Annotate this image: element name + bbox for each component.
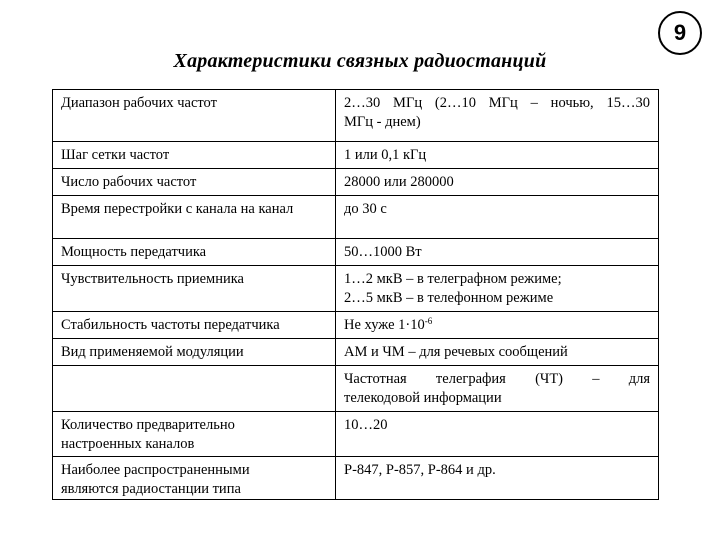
- row-value: [336, 366, 659, 412]
- table-row: [53, 312, 659, 339]
- row-label: Шаг сетки частот: [53, 142, 336, 169]
- row-value: до 30 с: [336, 196, 659, 239]
- value-line: МГц - днем): [344, 114, 421, 130]
- row-label: [53, 412, 336, 457]
- label-line: настроенных каналов: [61, 436, 195, 452]
- label-line: Наиболее распространенными: [61, 462, 250, 478]
- table-row: [53, 239, 659, 266]
- stability-exponent: -6: [424, 316, 433, 326]
- table-row: [53, 142, 659, 169]
- row-value: АМ и ЧМ – для речевых сообщений: [336, 339, 659, 366]
- value-line: 2…5 мкВ – в телефонном режиме: [344, 290, 554, 306]
- table-row: [53, 169, 659, 196]
- table-row: [53, 90, 659, 142]
- row-value: 1 или 0,1 кГц: [336, 142, 659, 169]
- row-value: [336, 312, 659, 339]
- label-line: являются радиостанции типа: [61, 481, 241, 497]
- row-label: Мощность передатчика: [53, 239, 336, 266]
- table-row: [53, 366, 659, 412]
- row-value: 10…20: [336, 412, 659, 457]
- stability-value: Не хуже 1·10: [344, 317, 425, 333]
- characteristics-table: [52, 89, 659, 500]
- row-label: Диапазон рабочих частот: [53, 90, 336, 142]
- row-label: Вид применяемой модуляции: [53, 339, 336, 366]
- row-value: 50…1000 Вт: [336, 239, 659, 266]
- row-label: [53, 366, 336, 412]
- page-number: 9: [673, 20, 687, 45]
- row-value: [336, 90, 659, 142]
- table-row: [53, 412, 659, 457]
- value-line: 2…30 МГц (2…10 МГц – ночью, 15…30: [344, 95, 650, 111]
- label-line: Количество предварительно: [61, 417, 235, 433]
- table-row: [53, 196, 659, 239]
- value-line: телекодовой информации: [344, 390, 502, 406]
- row-label: [53, 457, 336, 500]
- row-label: Стабильность частоты передатчика: [53, 312, 336, 339]
- row-label: Чувствительность приемника: [53, 266, 336, 312]
- row-label: Число рабочих частот: [53, 169, 336, 196]
- value-line: Частотная телеграфия (ЧТ) – для: [344, 371, 650, 387]
- page-number-badge: [658, 11, 702, 55]
- row-value: [336, 266, 659, 312]
- table-row: [53, 266, 659, 312]
- row-label: Время перестройки с канала на канал: [53, 196, 336, 239]
- row-value: 28000 или 280000: [336, 169, 659, 196]
- table-row: [53, 339, 659, 366]
- table-row: [53, 457, 659, 500]
- row-value: Р-847, Р-857, Р-864 и др.: [336, 457, 659, 500]
- page-title: Характеристики связных радиостанций: [173, 50, 547, 72]
- value-line: 1…2 мкВ – в телеграфном режиме;: [344, 271, 562, 287]
